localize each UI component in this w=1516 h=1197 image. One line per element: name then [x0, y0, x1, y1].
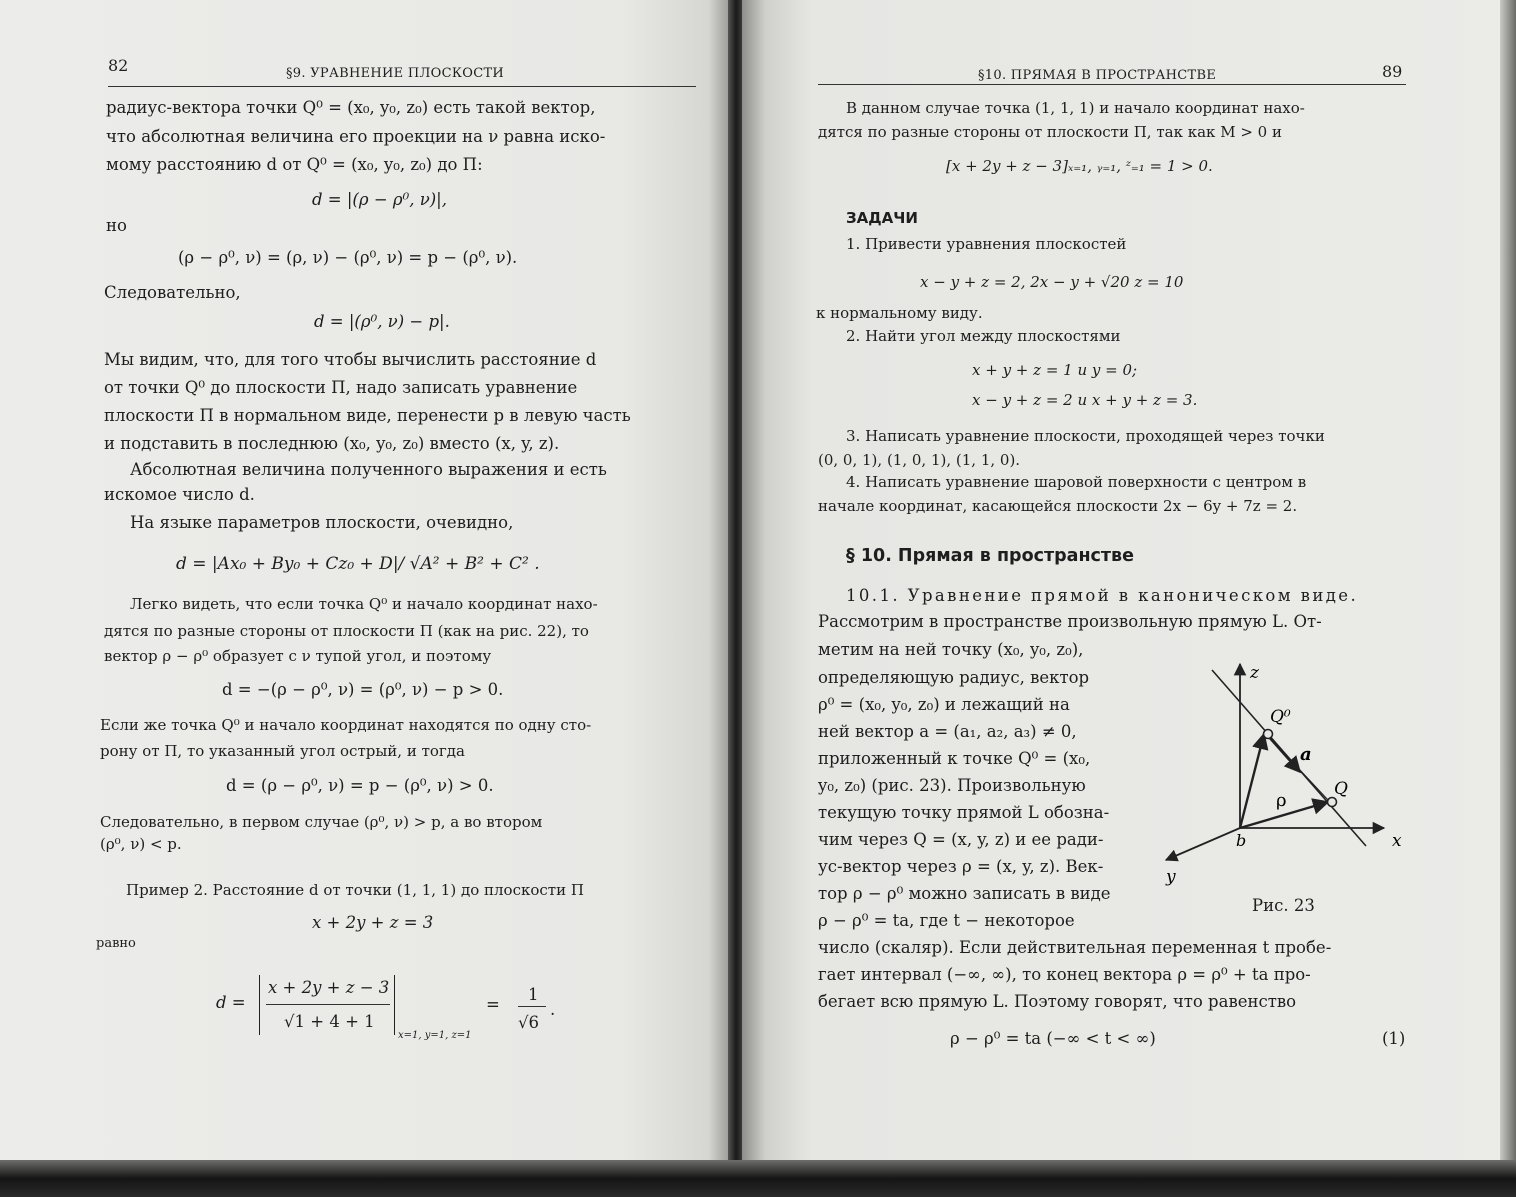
example-heading: Пример 2. Расстояние d от точки (1, 1, 1) до плоскости П [126, 881, 584, 899]
example-denominator: √1 + 4 + 1 [284, 1012, 375, 1031]
rho0-vector [1240, 734, 1264, 828]
header-rule-right [818, 84, 1406, 85]
result-fraction-bar [518, 1006, 546, 1007]
text-line: искомое число d. [104, 485, 255, 504]
text-line: приложенный к точке Q⁰ = (x₀, [818, 749, 1091, 768]
example-subscript: x=1, y=1, z=1 [398, 1030, 472, 1041]
text-line: Мы видим, что, для того чтобы вычислить расстояние d [104, 350, 597, 369]
example-lhs: d = [216, 993, 246, 1012]
text-line: ρ − ρ⁰ = ta, где t − некоторое [818, 911, 1075, 930]
page-number-left: 82 [108, 56, 129, 75]
label-a: a [1300, 744, 1312, 765]
fraction-bar [266, 1004, 390, 1005]
text-line: бегает всю прямую L. Поэтому говорят, что равенство [818, 992, 1297, 1011]
label-q: Q [1334, 779, 1348, 799]
text-line: тор ρ − ρ⁰ можно записать в виде [818, 884, 1111, 903]
equation-number: (1) [1382, 1029, 1406, 1048]
text-line: Рассмотрим в пространстве произвольную прямую L. От- [818, 612, 1322, 631]
tasks-heading: ЗАДАЧИ [846, 209, 918, 227]
formula-line: x + y + z = 1 и y = 0; [972, 361, 1138, 379]
text-line: ус-вектор через ρ = (x, y, z). Век- [818, 857, 1104, 876]
text-line: ней вектор a = (a₁, a₂, a₃) ≠ 0, [818, 722, 1077, 741]
label-q0: Q⁰ [1270, 707, 1291, 727]
text-line: что абсолютная величина его проекции на ν равна иско- [106, 127, 606, 146]
point-q0 [1264, 730, 1273, 739]
text-line: Следовательно, [104, 283, 241, 302]
text-line: (ρ⁰, ν) < p. [100, 835, 182, 853]
text-line: 1. Привести уравнения плоскостей [846, 235, 1127, 253]
text-line: мому расстоянию d от Q⁰ = (x₀, y₀, z₀) до П: [106, 155, 483, 174]
text-line: Если же точка Q⁰ и начало координат находятся по одну сто- [100, 716, 592, 734]
subsection-heading: 10.1. Уравнение прямой в каноническом виде. [846, 586, 1359, 605]
formula-line: d = |Ax₀ + By₀ + Cz₀ + D|/ √A² + B² + C² . [176, 554, 540, 574]
text-line: 4. Написать уравнение шаровой поверхности с центром в [846, 473, 1307, 491]
book-bottom-edge [0, 1160, 1516, 1197]
running-head-right: §10. ПРЯМАЯ В ПРОСТРАНСТВЕ [978, 68, 1217, 83]
result-numerator: 1 [528, 985, 539, 1004]
text-line: от точки Q⁰ до плоскости П, надо записать уравнение [104, 378, 578, 397]
label-y: y [1166, 867, 1176, 887]
text-line: 3. Написать уравнение плоскости, проходящей через точки [846, 427, 1325, 445]
label-rho: ρ [1276, 790, 1287, 811]
section-heading: § 10. Прямая в пространстве [846, 546, 1134, 566]
text-line: чим через Q = (x, y, z) и ее ради- [818, 830, 1104, 849]
formula-line: [x + 2y + z − 3]ₓ₌₁, ᵧ₌₁, ᶻ₌₁ = 1 > 0. [946, 157, 1213, 175]
result-denominator: √6 [518, 1013, 540, 1032]
page-edge-right [1500, 0, 1516, 1168]
text-line: y₀, z₀) (рис. 23). Произвольную [818, 776, 1086, 795]
text-line: и подставить в последнюю (x₀, y₀, z₀) вместо (x, y, z). [104, 434, 560, 453]
text-line: к нормальному виду. [816, 304, 983, 322]
text-line: (0, 0, 1), (1, 0, 1), (1, 1, 0). [818, 451, 1021, 469]
header-rule-left [108, 86, 696, 87]
text-line: плоскости П в нормальном виде, перенести p в левую часть [104, 406, 631, 425]
running-head-left: §9. УРАВНЕНИЕ ПЛОСКОСТИ [286, 66, 505, 81]
text-line: текущую точку прямой L обозна- [818, 803, 1110, 822]
text-line: рону от П, то указанный угол острый, и тогда [100, 742, 465, 760]
formula-line: (ρ − ρ⁰, ν) = (ρ, ν) − (ρ⁰, ν) = p − (ρ⁰, ν). [178, 248, 518, 267]
text-line: дятся по разные стороны от плоскости П (как на рис. 22), то [104, 622, 589, 640]
label-z: z [1250, 663, 1259, 683]
text-line: метим на ней точку (x₀, y₀, z₀), [818, 640, 1084, 659]
abs-bar-left [259, 975, 263, 1035]
formula-line: d = |(ρ⁰, ν) − p|. [314, 312, 450, 331]
text-line: дятся по разные стороны от плоскости П, так как M > 0 и [818, 123, 1282, 141]
text-line: гает интервал (−∞, ∞), то конец вектора ρ = ρ⁰ + ta про- [818, 965, 1311, 984]
formula-line: d = −(ρ − ρ⁰, ν) = (ρ⁰, ν) − p > 0. [222, 680, 504, 699]
text-line: но [106, 216, 127, 235]
formula-line: x + 2y + z = 3 [312, 913, 434, 932]
page-number-right: 89 [1382, 62, 1403, 81]
formula-line: d = |(ρ − ρ⁰, ν)|, [312, 190, 447, 209]
text-line: вектор ρ − ρ⁰ образует с ν тупой угол, и поэтому [104, 647, 492, 665]
text-line: 2. Найти угол между плоскостями [846, 327, 1121, 345]
formula-line: d = (ρ − ρ⁰, ν) = p − (ρ⁰, ν) > 0. [226, 776, 494, 795]
formula-line: x − y + z = 2 и x + y + z = 3. [972, 391, 1198, 409]
text-line: В данном случае точка (1, 1, 1) и начало координат нахо- [846, 99, 1305, 117]
text-line: радиус-вектора точки Q⁰ = (x₀, y₀, z₀) есть такой вектор, [106, 98, 596, 117]
figure-caption: Рис. 23 [1252, 896, 1315, 915]
example-period: . [550, 1000, 556, 1019]
text-line: равно [96, 936, 136, 951]
label-origin: b [1236, 831, 1247, 850]
text-line: Абсолютная величина полученного выражения и есть [130, 460, 607, 479]
text-line: Легко видеть, что если точка Q⁰ и начало координат нахо- [130, 595, 598, 613]
text-line: Следовательно, в первом случае (ρ⁰, ν) > p, а во втором [100, 813, 543, 831]
formula-line: x − y + z = 2, 2x − y + √20 z = 10 [920, 273, 1184, 291]
right-page [742, 0, 1516, 1168]
example-numerator: x + 2y + z − 3 [268, 978, 390, 997]
text-line: число (скаляр). Если действительная переменная t пробе- [818, 938, 1332, 957]
example-equals: = [486, 995, 500, 1014]
text-line: ρ⁰ = (x₀, y₀, z₀) и лежащий на [818, 695, 1070, 714]
text-line: На языке параметров плоскости, очевидно, [130, 513, 514, 532]
left-page [0, 0, 730, 1168]
text-line: определяющую радиус, вектор [818, 668, 1090, 687]
text-line: начале координат, касающейся плоскости 2x − 6y + 7z = 2. [818, 497, 1298, 515]
formula-line: ρ − ρ⁰ = ta (−∞ < t < ∞) [950, 1029, 1156, 1048]
figure-23 [1152, 650, 1442, 910]
label-x: x [1392, 831, 1402, 851]
y-axis [1166, 828, 1240, 860]
